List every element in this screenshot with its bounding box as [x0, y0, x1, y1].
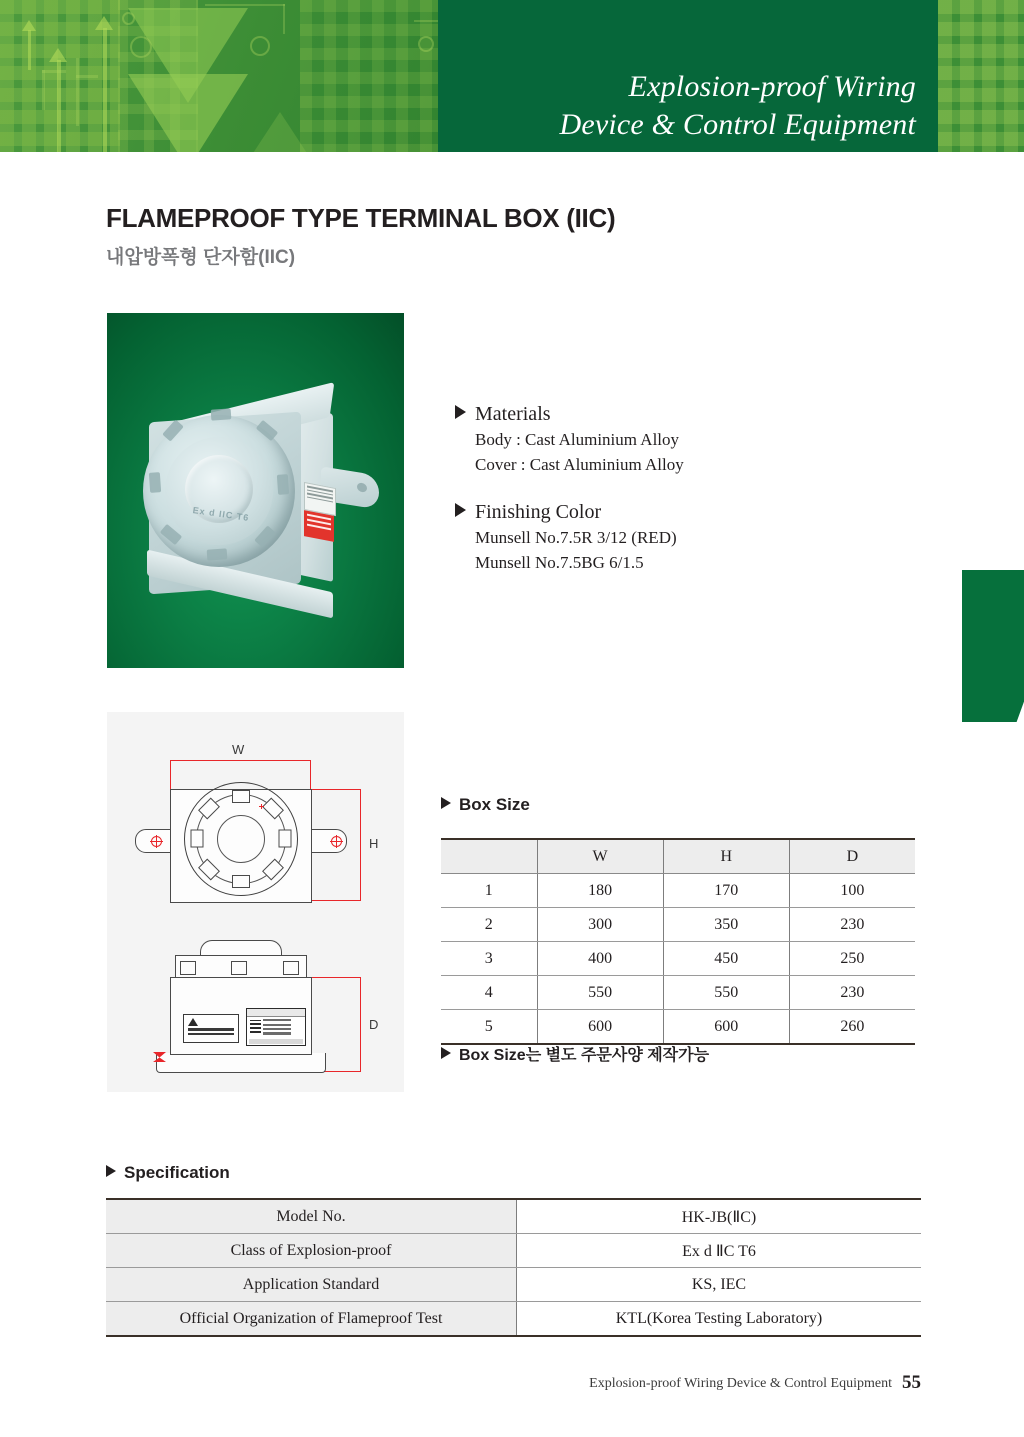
bullet-triangle-icon [441, 1047, 451, 1059]
section-side-tab [962, 570, 1024, 722]
product-warning-label [304, 510, 334, 542]
drawing-mounting-hole-left [151, 836, 162, 847]
materials-spacer [455, 477, 684, 499]
box-size-cell-index: 2 [441, 908, 537, 942]
banner-circuit-trace-7 [414, 20, 438, 22]
banner-up-arrow-stem-2 [57, 60, 61, 152]
drawing-cover-tab-1 [232, 790, 250, 803]
finishing-color-line-1: Munsell No.7.5R 3/12 (RED) [475, 528, 677, 547]
drawing-side-notch-1 [180, 961, 196, 975]
table-row [441, 908, 915, 942]
footer-text: Explosion-proof Wiring Device & Control Equipment [589, 1376, 892, 1391]
box-size-cell-index: 3 [441, 942, 537, 976]
banner-circuit-trace-1 [42, 70, 45, 110]
materials-heading-label: Materials [475, 403, 551, 425]
box-size-cell-index: 5 [484, 1017, 493, 1035]
spec-key-application-standard: Application Standard [106, 1268, 517, 1302]
spec-key-class-of-explosion-proof: Class of Explosion-proof [106, 1234, 517, 1268]
nameplate-text-row [263, 1028, 291, 1030]
table-row [106, 1268, 921, 1302]
dimension-ext-d-top [311, 977, 361, 978]
finishing-color-heading-label: Finishing Color [475, 501, 602, 523]
box-size-cell-h: 170 [663, 874, 789, 908]
dimension-ext-w-left [170, 760, 171, 790]
nameplate-header-band [247, 1009, 305, 1017]
banner-down-triangle-2 [128, 74, 248, 152]
finishing-color-line-2: Munsell No.7.5BG 6/1.5 [475, 553, 644, 572]
table-header-row [441, 839, 915, 874]
page-footer [589, 1372, 921, 1394]
page-number: 55 [902, 1372, 921, 1393]
banner-circle-node-2 [122, 12, 135, 25]
drawing-cover-inner-circle [217, 815, 265, 863]
drawing-cover-tab-5 [232, 875, 250, 888]
page-title-korean: 내압방폭형 단자함(IIC) [106, 247, 296, 268]
table-row [441, 942, 915, 976]
table-row [441, 1010, 915, 1045]
nameplate-text-row [263, 1032, 291, 1034]
banner-circuit-trace-3 [76, 58, 79, 126]
drawing-side-notch-2 [231, 961, 247, 975]
banner-circle-node-4 [418, 36, 434, 52]
product-cover-tab-3 [277, 474, 289, 495]
box-size-note [441, 1042, 709, 1065]
table-row [441, 874, 915, 908]
drawing-mounting-hole-right [331, 836, 342, 847]
banner-circuit-trace-4 [76, 75, 98, 78]
page-header-banner [0, 0, 1024, 152]
bullet-triangle-icon [441, 797, 451, 809]
dimension-line-d [360, 977, 361, 1072]
spec-value-application-standard: KS, IEC [517, 1268, 922, 1302]
drawing-center-mark-v [261, 804, 262, 809]
banner-title [559, 68, 916, 144]
bullet-triangle-icon [455, 503, 466, 517]
drawing-cover-tab-3 [279, 830, 292, 848]
warning-label-text-line [188, 1028, 234, 1031]
product-cover-tab-1 [211, 408, 232, 420]
box-size-cell-h: 600 [663, 1010, 789, 1045]
box-size-cell-d: 260 [789, 1010, 915, 1045]
spec-key-model-no: Model No. [106, 1199, 517, 1234]
dimension-line-w [170, 760, 311, 761]
product-cover-tab-7 [149, 472, 161, 493]
specification-heading-label: Specification [124, 1163, 230, 1182]
box-size-cell-w: 300 [537, 908, 663, 942]
warning-label-text-line [188, 1033, 234, 1036]
drawing-label-d: D [369, 1017, 379, 1032]
page-title-english: FLAMEPROOF TYPE TERMINAL BOX (IIC) [106, 203, 616, 233]
table-row [441, 976, 915, 1010]
box-size-cell-index: 1 [441, 874, 537, 908]
box-size-col-h: H [663, 839, 789, 874]
box-size-table [441, 838, 915, 1045]
product-cover-tab-5 [207, 548, 228, 560]
drawing-side-foot [156, 1053, 326, 1073]
dimension-ext-h-top [311, 789, 361, 790]
banner-title-line-2: Device & Control Equipment [559, 108, 916, 141]
nameplate-text-row [263, 1024, 291, 1026]
drawing-label-w: W [232, 742, 245, 757]
specification-heading [106, 1163, 230, 1183]
drawing-warning-label [183, 1014, 239, 1043]
banner-up-arrow-head-3 [22, 20, 36, 31]
banner-up-triangle-3 [238, 112, 322, 152]
box-size-cell-w: 400 [537, 942, 663, 976]
materials-info-block [455, 401, 684, 575]
bullet-triangle-icon [106, 1165, 116, 1177]
box-size-heading [441, 795, 530, 815]
finishing-color-heading [455, 499, 684, 525]
table-row [106, 1199, 921, 1234]
bullet-triangle-icon [455, 405, 466, 419]
banner-circle-node-3 [250, 36, 270, 56]
materials-line-cover: Cover : Cast Aluminium Alloy [475, 455, 684, 474]
box-size-cell-d: 250 [789, 942, 915, 976]
product-photo [107, 313, 404, 668]
box-size-cell-w: 550 [537, 976, 663, 1010]
spec-value-class-of-explosion-proof: Ex d ⅡC T6 [517, 1234, 922, 1268]
banner-far-right-background [938, 0, 1024, 152]
product-cover-embossed-marking: Ex d IIC T6 [192, 505, 250, 523]
banner-circle-node-1 [130, 36, 152, 58]
box-size-col-index [441, 839, 537, 874]
box-size-cell-d: 230 [789, 908, 915, 942]
drawing-side-notch-3 [283, 961, 299, 975]
table-row [106, 1302, 921, 1337]
drawing-nameplate-label [246, 1008, 306, 1046]
dimension-ext-h-bottom [311, 900, 361, 901]
banner-up-arrow-head-1 [95, 16, 113, 30]
spec-value-model-no: HK-JB(ⅡC) [517, 1199, 922, 1234]
box-size-note-label: Box Size는 별도 주문사양 제작가능 [459, 1047, 710, 1064]
spec-value-official-organization: KTL(Korea Testing Laboratory) [615, 1309, 823, 1327]
dimension-ext-w-right [310, 760, 311, 790]
box-size-heading-label: Box Size [459, 795, 530, 814]
box-size-cell-h: 350 [663, 908, 789, 942]
nameplate-text-row [263, 1019, 291, 1021]
dimension-line-h [360, 789, 361, 901]
banner-circuit-trace-2 [42, 70, 66, 73]
banner-underline [0, 152, 1024, 155]
specification-table [106, 1198, 921, 1337]
banner-far-right-grid-pattern [938, 0, 1024, 152]
box-size-cell-h: 550 [663, 976, 789, 1010]
banner-up-arrow-stem-3 [28, 30, 31, 70]
spec-key-official-organization: Official Organization of Flameproof Test [106, 1302, 517, 1337]
box-size-col-w: W [537, 839, 663, 874]
box-size-cell-d: 230 [789, 976, 915, 1010]
box-size-cell-d: 100 [789, 874, 915, 908]
box-size-col-d: D [789, 839, 915, 874]
box-size-cell-w: 180 [537, 874, 663, 908]
box-size-cell-w: 600 [537, 1010, 663, 1045]
banner-circuit-trace-5 [205, 4, 285, 6]
nameplate-footer-band [249, 1039, 303, 1044]
technical-drawing-panel [107, 712, 404, 1092]
box-size-cell-h: 450 [663, 942, 789, 976]
banner-up-arrow-head-2 [49, 48, 67, 62]
banner-title-line-1: Explosion-proof Wiring [628, 70, 916, 103]
banner-circuit-trace-6 [283, 4, 285, 34]
table-row [106, 1234, 921, 1268]
warning-triangle-icon [188, 1018, 198, 1026]
drawing-label-h: H [369, 836, 379, 851]
drawing-cover-tab-7 [191, 830, 204, 848]
nameplate-barcode [250, 1020, 261, 1033]
materials-heading [455, 401, 684, 427]
materials-line-body: Body : Cast Aluminium Alloy [475, 430, 680, 449]
banner-up-arrow-stem-1 [103, 28, 107, 152]
box-size-cell-index: 4 [441, 976, 537, 1010]
